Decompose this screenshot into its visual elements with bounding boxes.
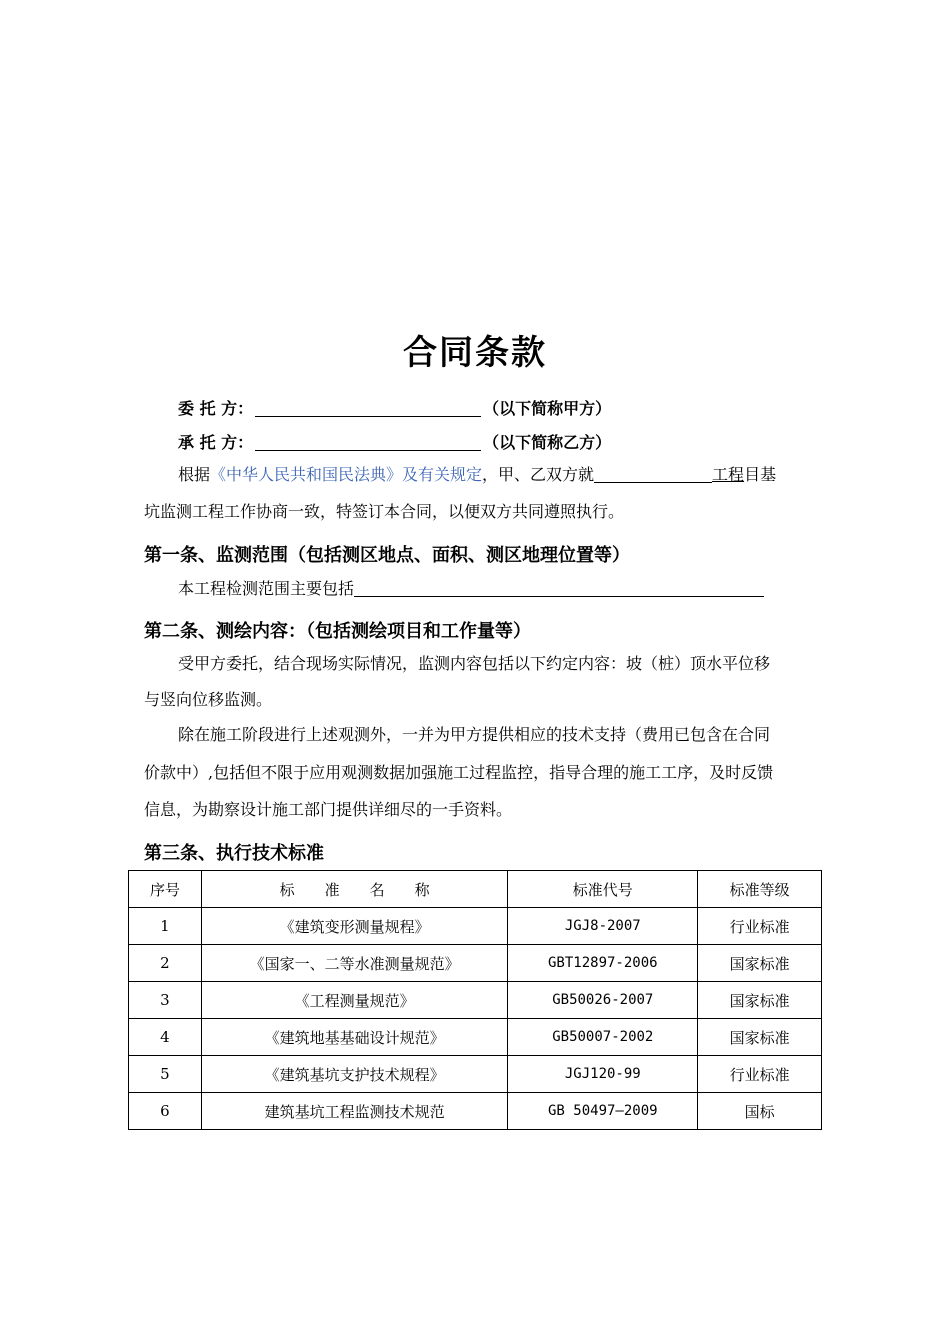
client-suffix: （以下简称甲方） [483,399,612,418]
table-row [129,945,822,982]
row-standard-level: 国家标准 [698,982,822,1019]
row-standard-name: 《建筑基坑支护技术规程》 [201,1056,508,1093]
scope-blank[interactable] [354,580,764,597]
row-standard-level: 行业标准 [698,1056,822,1093]
contractor-suffix: （以下简称乙方） [483,433,612,452]
client-party-line [178,396,611,419]
contractor-name-blank[interactable] [255,434,481,451]
header-index: 序号 [129,871,202,908]
intro-line-2: 坑监测工程工作协商一致，特签订本合同，以便双方共同遵照执行。 [144,502,625,521]
row-standard-name: 《国家一、二等水准测量规范》 [201,945,508,982]
section2-p1-line2: 与竖向位移监测。 [144,690,273,709]
table-row [129,1093,822,1130]
section2-p2-line2: 价款中）,包括但不限于应用观测数据加强施工过程监控，指导合理的施工工序，及时反馈 [144,763,774,782]
row-index: 1 [129,908,202,945]
intro-suffix: 目基 [744,465,777,484]
contractor-party-line [178,430,611,453]
row-standard-level: 行业标准 [698,908,822,945]
table-row [129,1056,822,1093]
row-standard-name: 《建筑变形测量规程》 [201,908,508,945]
section1-heading: 第一条、监测范围（包括测区地点、面积、测区地理位置等） [144,545,630,566]
civil-code-link: 《中华人民共和国民法典》及有关规定 [210,465,483,484]
section3-heading: 第三条、执行技术标准 [144,843,324,864]
table-row [129,982,822,1019]
client-name-blank[interactable] [255,400,481,417]
section2-p2-line3: 信息，为勘察设计施工部门提供详细尽的一手资料。 [144,800,513,819]
table-header-row [129,871,822,908]
intro-prefix: 根据 [178,465,211,484]
row-standard-code: JGJ8-2007 [508,908,698,945]
header-standard-code: 标准代号 [508,871,698,908]
client-label: 委 托 方： [178,399,254,418]
row-index: 5 [129,1056,202,1093]
row-standard-name: 《工程测量规范》 [201,982,508,1019]
section2-p1-line1: 受甲方委托，结合现场实际情况，监测内容包括以下约定内容：坡（桩）顶水平位移 [178,654,771,673]
intro-line-1 [178,465,818,485]
row-standard-code: GB50026-2007 [508,982,698,1019]
contract-title: 合同条款 [403,333,547,373]
row-standard-code: GBT12897-2006 [508,945,698,982]
row-standard-name: 建筑基坑工程监测技术规范 [201,1093,508,1130]
section2-heading: 第二条、测绘内容：（包括测绘项目和工作量等） [144,621,531,642]
row-index: 4 [129,1019,202,1056]
table-row [129,1019,822,1056]
row-standard-code: GB 50497—2009 [508,1093,698,1130]
scope-label: 本工程检测范围主要包括 [178,579,355,598]
header-standard-level: 标准等级 [698,871,822,908]
row-standard-level: 国家标准 [698,945,822,982]
header-standard-name: 标 准 名 称 [201,871,508,908]
row-standard-level: 国标 [698,1093,822,1130]
project-name-blank[interactable] [594,466,712,483]
row-standard-code: GB50007-2002 [508,1019,698,1056]
row-standard-code: JGJ120-99 [508,1056,698,1093]
section2-p2-line1: 除在施工阶段进行上述观测外，一并为甲方提供相应的技术支持（费用已包含在合同 [178,725,771,744]
row-index: 2 [129,945,202,982]
standards-table [128,870,822,1130]
project-word: 工程 [712,465,745,484]
row-index: 3 [129,982,202,1019]
row-standard-level: 国家标准 [698,1019,822,1056]
section1-text [178,579,818,599]
table-row [129,908,822,945]
row-index: 6 [129,1093,202,1130]
row-standard-name: 《建筑地基基础设计规范》 [201,1019,508,1056]
contractor-label: 承 托 方： [178,433,254,452]
intro-mid: ，甲、乙双方就 [482,465,595,484]
